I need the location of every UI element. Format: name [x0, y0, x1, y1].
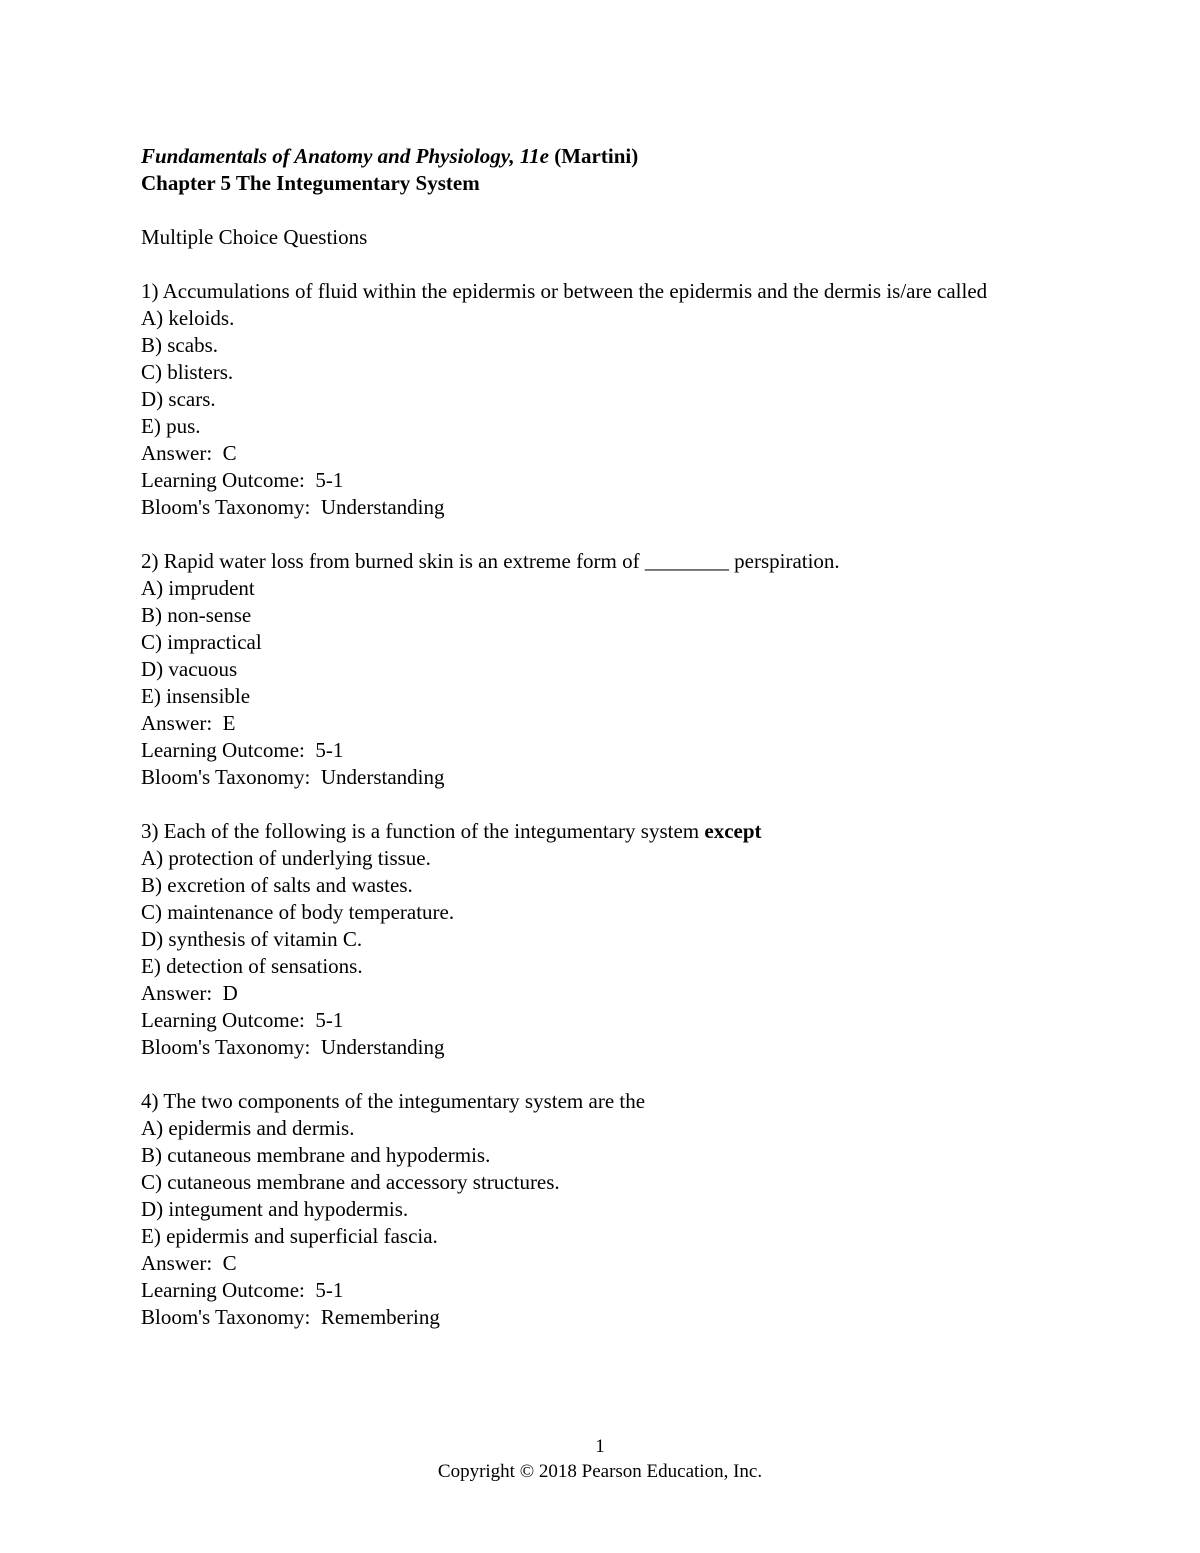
answer-option: A) epidermis and dermis.	[141, 1116, 355, 1140]
question-stem	[141, 548, 1061, 575]
chapter-title: Chapter 5 The Integumentary System	[141, 171, 480, 195]
book-title: Fundamentals of Anatomy and Physiology, 11e	[141, 144, 549, 168]
question-stem-text: 4) The two components of the integumentary system are the	[141, 1089, 646, 1113]
answer-option: B) scabs.	[141, 333, 218, 357]
question-stem	[141, 278, 1061, 305]
answer-option: C) maintenance of body temperature.	[141, 900, 455, 924]
answer-option: E) insensible	[141, 684, 251, 708]
section-title: Multiple Choice Questions	[141, 225, 368, 249]
book-author: (Martini)	[548, 144, 639, 168]
question-answer: Answer: E	[141, 711, 236, 735]
copyright-notice: Copyright © 2018 Pearson Education, Inc.	[437, 1461, 763, 1482]
question-bloom: Bloom's Taxonomy: Understanding	[141, 1035, 445, 1059]
question-stem-text: 3) Each of the following is a function of the integumentary system	[141, 819, 705, 843]
question-block	[141, 818, 1061, 1061]
question-block	[141, 278, 1061, 521]
question-outcome: Learning Outcome: 5-1	[141, 468, 344, 492]
question-bloom: Bloom's Taxonomy: Understanding	[141, 765, 445, 789]
answer-option: B) non-sense	[141, 603, 252, 627]
question-list	[141, 278, 1061, 1331]
question-block	[141, 548, 1061, 791]
question-outcome: Learning Outcome: 5-1	[141, 1008, 344, 1032]
question-answer: Answer: C	[141, 441, 237, 465]
question-block	[141, 1088, 1061, 1331]
answer-option: E) detection of sensations.	[141, 954, 363, 978]
answer-option: A) keloids.	[141, 306, 235, 330]
book-title-line	[141, 143, 1061, 170]
question-outcome: Learning Outcome: 5-1	[141, 738, 344, 762]
answer-option: D) synthesis of vitamin C.	[141, 927, 363, 951]
answer-option: D) scars.	[141, 387, 216, 411]
document-page	[141, 143, 1061, 1331]
question-bloom: Bloom's Taxonomy: Understanding	[141, 495, 445, 519]
question-answer: Answer: C	[141, 1251, 237, 1275]
answer-option: A) protection of underlying tissue.	[141, 846, 431, 870]
question-stem	[141, 1088, 1061, 1115]
question-bloom: Bloom's Taxonomy: Remembering	[141, 1305, 440, 1329]
answer-option: A) imprudent	[141, 576, 255, 600]
answer-option: E) pus.	[141, 414, 201, 438]
answer-option: C) impractical	[141, 630, 262, 654]
answer-option: D) vacuous	[141, 657, 238, 681]
question-emphasis: except	[704, 819, 762, 843]
answer-option: C) blisters.	[141, 360, 234, 384]
answer-option: B) excretion of salts and wastes.	[141, 873, 413, 897]
page-number: 1	[595, 1436, 605, 1457]
question-stem-text: 1) Accumulations of fluid within the epidermis or between the epidermis and the dermis is/are called	[141, 279, 988, 303]
answer-option: B) cutaneous membrane and hypodermis.	[141, 1143, 491, 1167]
answer-option: E) epidermis and superficial fascia.	[141, 1224, 438, 1248]
question-answer: Answer: D	[141, 981, 238, 1005]
question-outcome: Learning Outcome: 5-1	[141, 1278, 344, 1302]
question-stem-text: 2) Rapid water loss from burned skin is an extreme form of ________ perspiration.	[141, 549, 840, 573]
answer-option: D) integument and hypodermis.	[141, 1197, 409, 1221]
question-stem	[141, 818, 1061, 845]
answer-option: C) cutaneous membrane and accessory structures.	[141, 1170, 560, 1194]
